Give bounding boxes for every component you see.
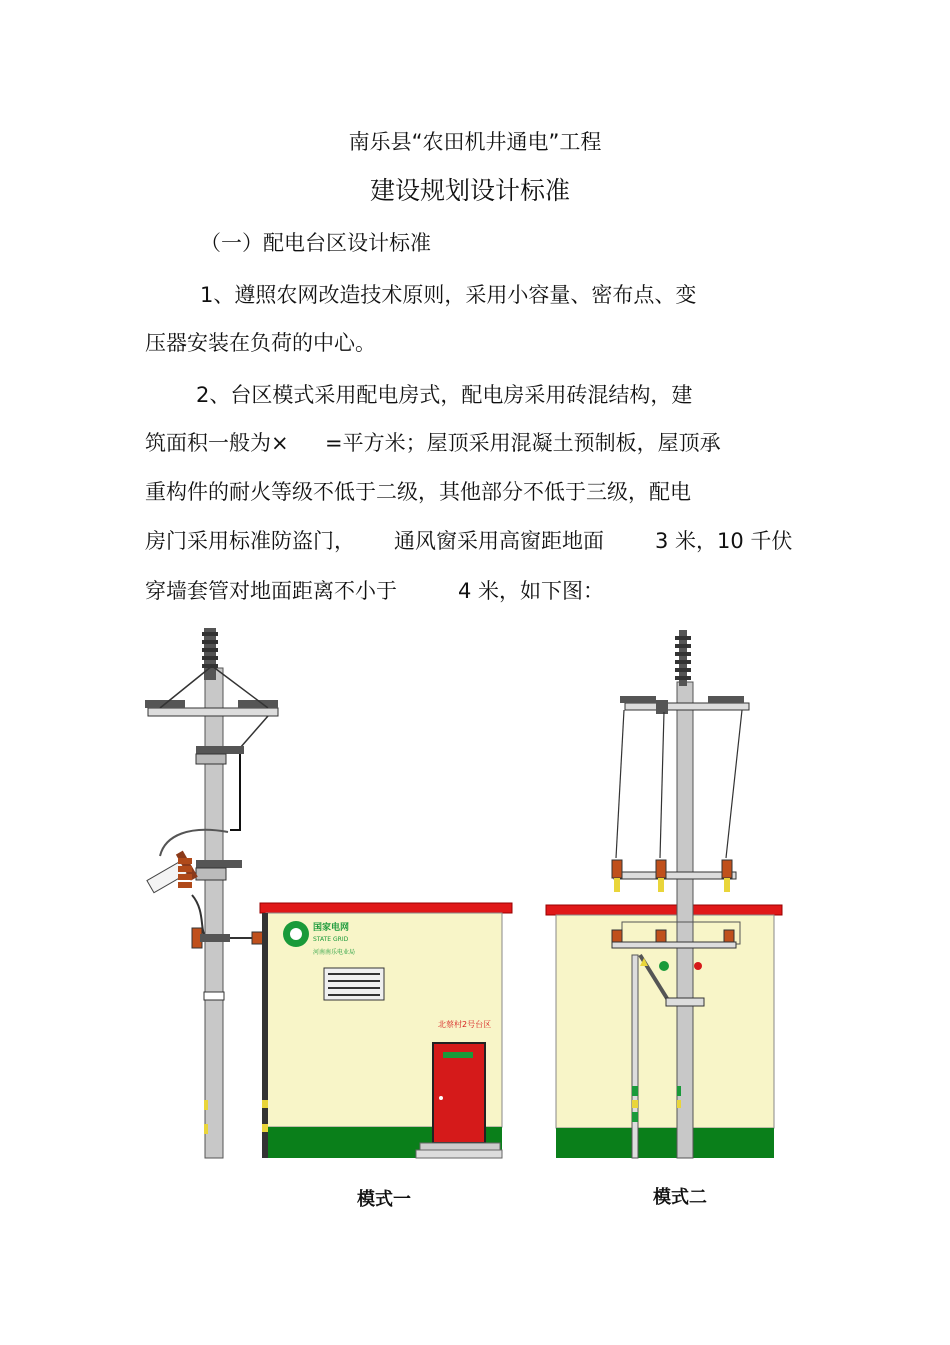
mode-two-caption: 模式二 (653, 1187, 707, 1208)
paragraph-2-line-4c: 3 米，10 千伏 (655, 529, 793, 553)
paragraph-2-line-4a: 房门采用标准防盗门， (145, 529, 355, 553)
distribution-room-illustration (0, 610, 950, 1210)
mode-two-diagram (546, 630, 782, 1158)
room-sign-text: 北蔡村2号台区 (438, 1020, 492, 1029)
paragraph-2-line-1: 2、台区模式采用配电房式，配电房采用砖混结构，建 (196, 383, 693, 407)
section-heading: （一）配电台区设计标准 (200, 231, 431, 255)
paragraph-1-line-1: 1、遵照农网改造技术原则，采用小容量、密布点、变 (200, 283, 697, 307)
paragraph-2-line-4b: 通风窗采用高窗距地面 (394, 529, 604, 553)
paragraph-1-line-2: 压器安装在负荷的中心。 (145, 331, 376, 355)
paragraph-2-line-5a: 穿墙套管对地面距离不小于 (145, 579, 397, 603)
paragraph-2-line-5b: 4 米，如下图： (458, 579, 605, 603)
mode-one-pole (205, 668, 223, 1158)
mode-one-roof (260, 903, 512, 913)
paragraph-2-line-2b: =平方米；屋顶采用混凝土预制板，屋顶承 (325, 431, 721, 455)
paragraph-2-line-2a: 筑面积一般为× (145, 431, 289, 455)
document-title: 南乐县“农田机井通电”工程 (348, 130, 602, 154)
mode-two-base (556, 1128, 774, 1158)
logo-sub-text: 河南南乐电业局 (313, 949, 356, 956)
mode-two-roof (546, 905, 782, 915)
mode-one-diagram (143, 628, 512, 1158)
document-subtitle: 建设规划设计标准 (369, 176, 570, 205)
logo-cn-text: 国家电网 (313, 923, 350, 933)
mode-one-caption: 模式一 (357, 1189, 411, 1210)
logo-en-text: STATE GRID (313, 936, 349, 943)
paragraph-2-line-3: 重构件的耐火等级不低于二级，其他部分不低于三级，配电 (145, 480, 691, 504)
